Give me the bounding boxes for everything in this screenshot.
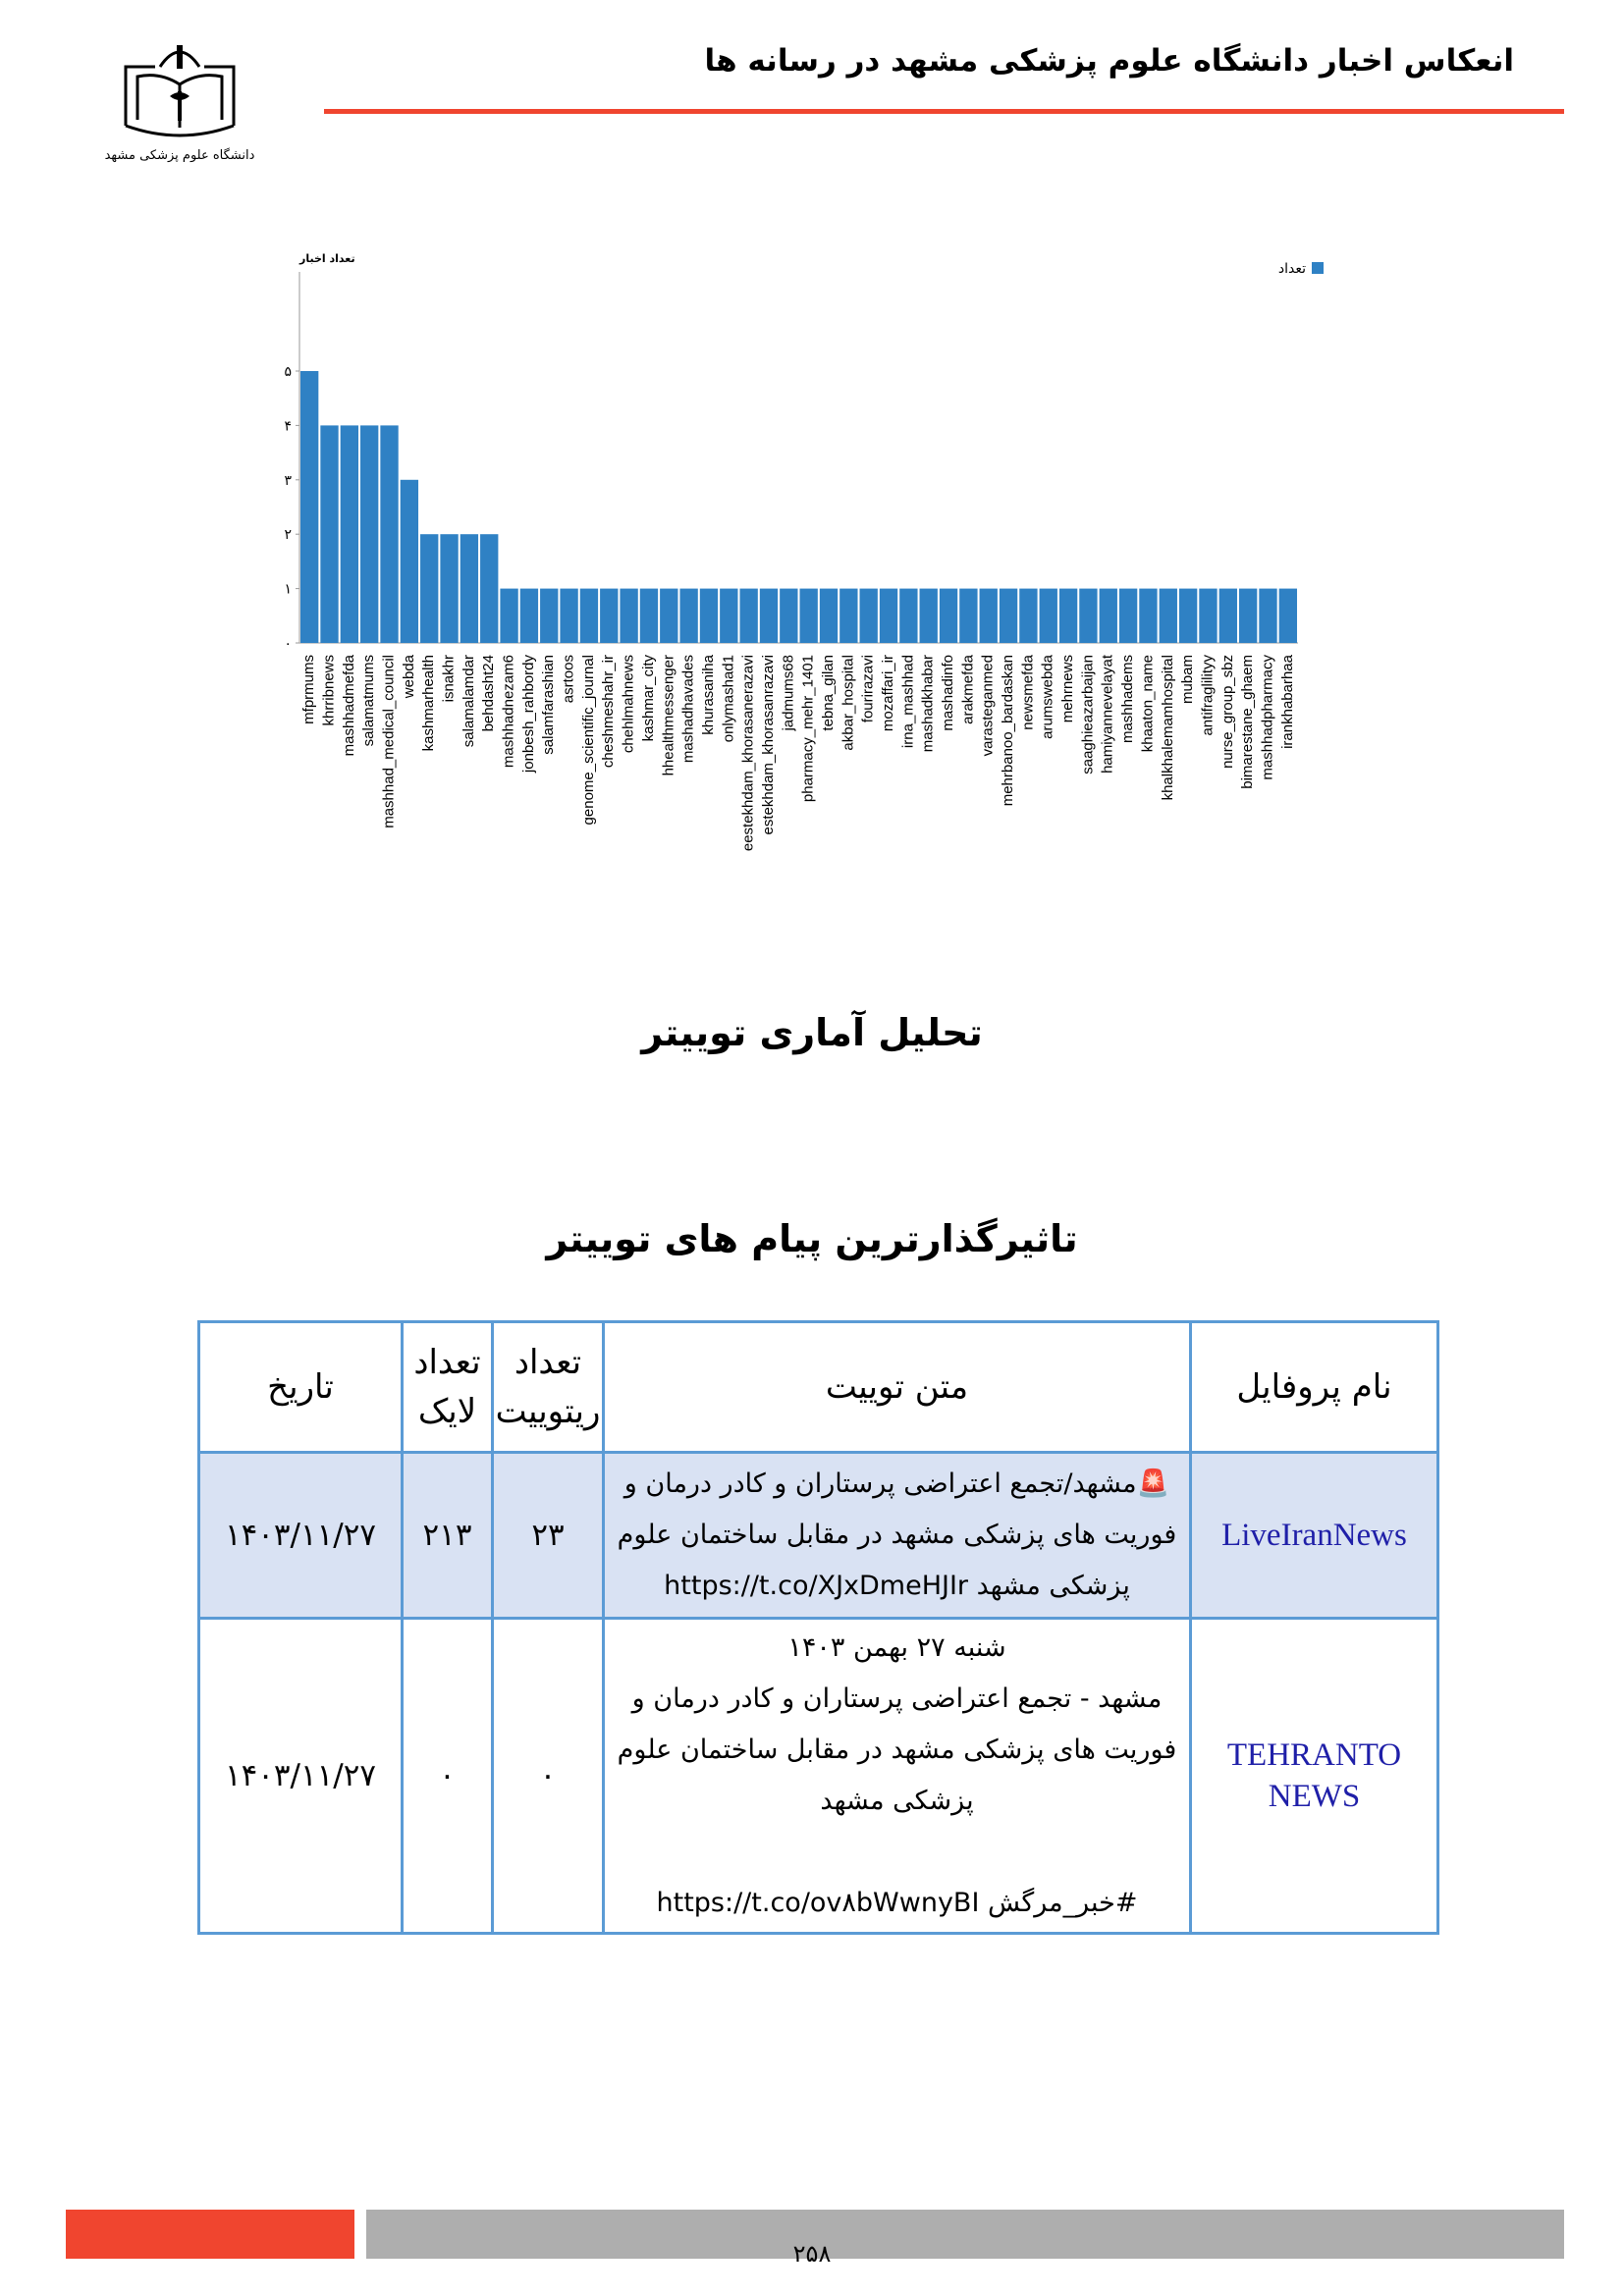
x-tick-label: mfprmums (300, 655, 318, 724)
tweet-line: فوریت های پزشکی مشهد در مقابل ساختمان علوم (617, 1520, 1177, 1550)
tweet-line: مشهد - تجمع اعتراضی پرستاران و کادر درمان و (631, 1683, 1163, 1714)
bar (880, 589, 897, 643)
header-likes-line1: تعداد (413, 1343, 481, 1382)
tweet-line: 🚨مشهد/تجمع اعتراضی پرستاران و کادر درمان و (623, 1468, 1170, 1499)
header-likes-line2: لایک (417, 1392, 477, 1431)
x-tick-label: jonbesh_rahbordy (519, 655, 537, 774)
x-tick-label: salamatmums (360, 655, 378, 747)
bar (560, 589, 577, 643)
x-tick-label: khurasaniha (699, 655, 717, 735)
bar (480, 534, 498, 643)
bar (940, 589, 957, 643)
bar (540, 589, 558, 643)
header-title: انعکاس اخبار دانشگاه علوم پزشکی مشهد در رسانه ها (704, 43, 1514, 79)
bar (1100, 589, 1117, 643)
x-tick-label: saaghieazarbaijan (1079, 655, 1097, 774)
x-tick-label: irankhabarhaa (1278, 655, 1296, 749)
bar (620, 589, 637, 643)
header-retweets (493, 1322, 604, 1453)
header-retweets-line2: ریتوییت (495, 1392, 601, 1431)
bar (1000, 589, 1017, 643)
x-tick-label: onlymashad1 (720, 655, 737, 743)
bar (420, 534, 438, 643)
bar (360, 425, 378, 643)
bar (1199, 589, 1217, 643)
table-row (199, 1619, 1438, 1934)
bar (800, 589, 818, 643)
x-tick-label: newsmefda (1019, 655, 1037, 730)
x-tick-label: salamalamdar (460, 655, 477, 748)
bar (860, 589, 878, 643)
profile-name (1191, 1619, 1438, 1934)
bar (739, 589, 757, 643)
bar (1160, 589, 1177, 643)
x-tick-label: kashmar_city (639, 655, 657, 742)
x-tick-label: behdasht24 (480, 655, 498, 732)
bar (341, 425, 358, 643)
bar (920, 589, 938, 643)
bar (460, 534, 478, 643)
bar (380, 425, 398, 643)
bar (520, 589, 538, 643)
x-tick-label: mashhad_medical_council (380, 655, 398, 828)
section-title-stats: تحلیل آماری توییتر (641, 1011, 983, 1054)
bar (720, 589, 737, 643)
bar (780, 589, 797, 643)
bar (700, 589, 718, 643)
bar (1059, 589, 1077, 643)
bar (640, 589, 658, 643)
tweet-date: ۱۴۰۳/۱۱/۲۷ (199, 1619, 403, 1934)
x-tick-label: antifraglilityy (1199, 655, 1217, 736)
bar (980, 589, 998, 643)
header-retweets-line1: تعداد (514, 1343, 582, 1382)
x-tick-label: mashadhavades (679, 655, 697, 764)
tweet-line: شنبه ۲۷ بهمن ۱۴۰۳ (787, 1632, 1006, 1663)
tweet-date: ۱۴۰۳/۱۱/۲۷ (199, 1453, 403, 1619)
x-tick-label: mashhadpharmacy (1259, 655, 1276, 780)
x-tick-label: akbar_hospital (839, 655, 857, 751)
section-title-top-tweets: تاثیرگذارترین پیام های توییتر (546, 1217, 1078, 1260)
header-text: متن توییت (604, 1322, 1191, 1453)
tweet-text (604, 1619, 1191, 1934)
x-tick-label: mashhadnezam6 (500, 655, 517, 769)
bar (760, 589, 778, 643)
x-tick-label: cheshmeshahr_ir (600, 655, 618, 769)
tweet-line: پزشکی مشهد (820, 1786, 974, 1816)
bar-chart (285, 240, 1335, 947)
x-tick-label: khaaton_name (1139, 655, 1157, 753)
x-tick-label: estekhdam_khorasanrazavi (759, 655, 777, 835)
bar (839, 589, 857, 643)
bar (660, 589, 677, 643)
x-tick-label: khrribnews (320, 655, 338, 726)
bar (679, 589, 697, 643)
x-tick-label: hhealthmessenger (660, 655, 677, 776)
x-tick-label: bimarestane_ghaem (1239, 655, 1257, 789)
legend-label: تعداد (1277, 261, 1306, 277)
x-tick-label: isnakhr (440, 655, 458, 703)
bar (959, 589, 977, 643)
x-tick-label: genome_scientific_journal (579, 655, 597, 826)
bar (320, 425, 338, 643)
y-tick-label: ۳ (284, 472, 292, 489)
x-tick-label: webda (400, 655, 417, 699)
x-tick-label: asrtoos (560, 655, 577, 704)
x-tick-label: mubam (1179, 655, 1197, 705)
y-tick-label: ۵ (284, 364, 292, 380)
profile-name-line1: TEHRANTO (1226, 1737, 1402, 1773)
y-tick-label: ۰ (284, 636, 292, 652)
bar (300, 371, 318, 643)
bar (1219, 589, 1237, 643)
bar (820, 589, 838, 643)
bar (401, 480, 418, 643)
y-tick-label: ۴ (284, 418, 292, 435)
profile-name-line2: NEWS (1268, 1779, 1361, 1814)
x-tick-label: arumswebda (1039, 655, 1056, 739)
tweet-line: فوریت های پزشکی مشهد در مقابل ساختمان علوم (617, 1735, 1177, 1765)
bar (1239, 589, 1257, 643)
header-likes (403, 1322, 493, 1453)
x-tick-label: mashhadems (1119, 655, 1137, 744)
y-tick-label: ۱ (284, 581, 292, 598)
header-profile: نام پروفایل (1191, 1322, 1438, 1453)
x-tick-label: mehrbanoo_bardaskan (1000, 655, 1017, 807)
tweet-line-blank (617, 1827, 1177, 1878)
top-tweets-table (197, 1320, 1439, 1935)
x-tick-label: salamfarashian (540, 655, 558, 755)
tweet-text (604, 1453, 1191, 1619)
profile-name: LiveIranNews (1191, 1453, 1438, 1619)
x-tick-label: eestekhdam_khorasanerazavi (739, 655, 757, 852)
bar (1079, 589, 1097, 643)
x-tick-label: varasteganmed (979, 655, 997, 757)
x-tick-label: mehrnews (1059, 655, 1077, 723)
x-tick-label: tebna_gilan (819, 655, 837, 731)
bar (500, 589, 517, 643)
y-axis-label: تعداد اخبار (299, 252, 355, 265)
svg-text:دانشگاه علوم پزشکی مشهد: دانشگاه علوم پزشکی مشهد (104, 148, 255, 163)
x-tick-label: pharmacy_mehr_1401 (799, 655, 817, 803)
legend-swatch (1312, 262, 1324, 274)
bar (1019, 589, 1037, 643)
bar (1119, 589, 1137, 643)
retweet-count: ۰ (493, 1619, 604, 1934)
x-tick-label: khalkhalemamhospital (1159, 655, 1176, 801)
x-tick-label: fourirazavi (859, 655, 877, 723)
university-logo (104, 37, 255, 165)
bar (1139, 589, 1157, 643)
x-tick-label: mashadinfo (940, 655, 957, 731)
x-tick-label: hamiyannevelayat (1099, 655, 1116, 774)
x-tick-label: chehlmahnews (620, 655, 637, 754)
header-date: تاریخ (199, 1322, 403, 1453)
header-divider (324, 109, 1564, 114)
bar (1259, 589, 1276, 643)
x-tick-label: mozaffari_ir (879, 655, 896, 732)
y-tick-label: ۲ (284, 527, 292, 544)
x-tick-label: mashadkhabar (919, 655, 937, 753)
tweet-line: پزشکی مشهد https://t.co/XJxDmeHJIr (664, 1571, 1130, 1601)
x-tick-label: jadmums68 (780, 655, 797, 731)
x-tick-label: nurse_group_sbz (1218, 655, 1236, 769)
like-count: ۲۱۳ (403, 1453, 493, 1619)
page-number: ۲۵۸ (792, 2240, 832, 2268)
like-count: ۰ (403, 1619, 493, 1934)
bar (600, 589, 618, 643)
bar (1040, 589, 1057, 643)
bar (440, 534, 458, 643)
x-tick-label: irna_mashhad (899, 655, 917, 749)
x-tick-label: mashhadmefda (340, 655, 357, 757)
bar (1279, 589, 1297, 643)
x-tick-label: arakmefda (959, 655, 977, 724)
tweet-line: #خبر_مرگش https://t.co/ov۸bWwnyBI (656, 1888, 1138, 1918)
x-tick-label: kashmarhealth (420, 655, 438, 752)
retweet-count: ۲۳ (493, 1453, 604, 1619)
bar (1179, 589, 1197, 643)
table-header-row (199, 1322, 1438, 1453)
bar (580, 589, 598, 643)
bar (899, 589, 917, 643)
table-row (199, 1453, 1438, 1619)
